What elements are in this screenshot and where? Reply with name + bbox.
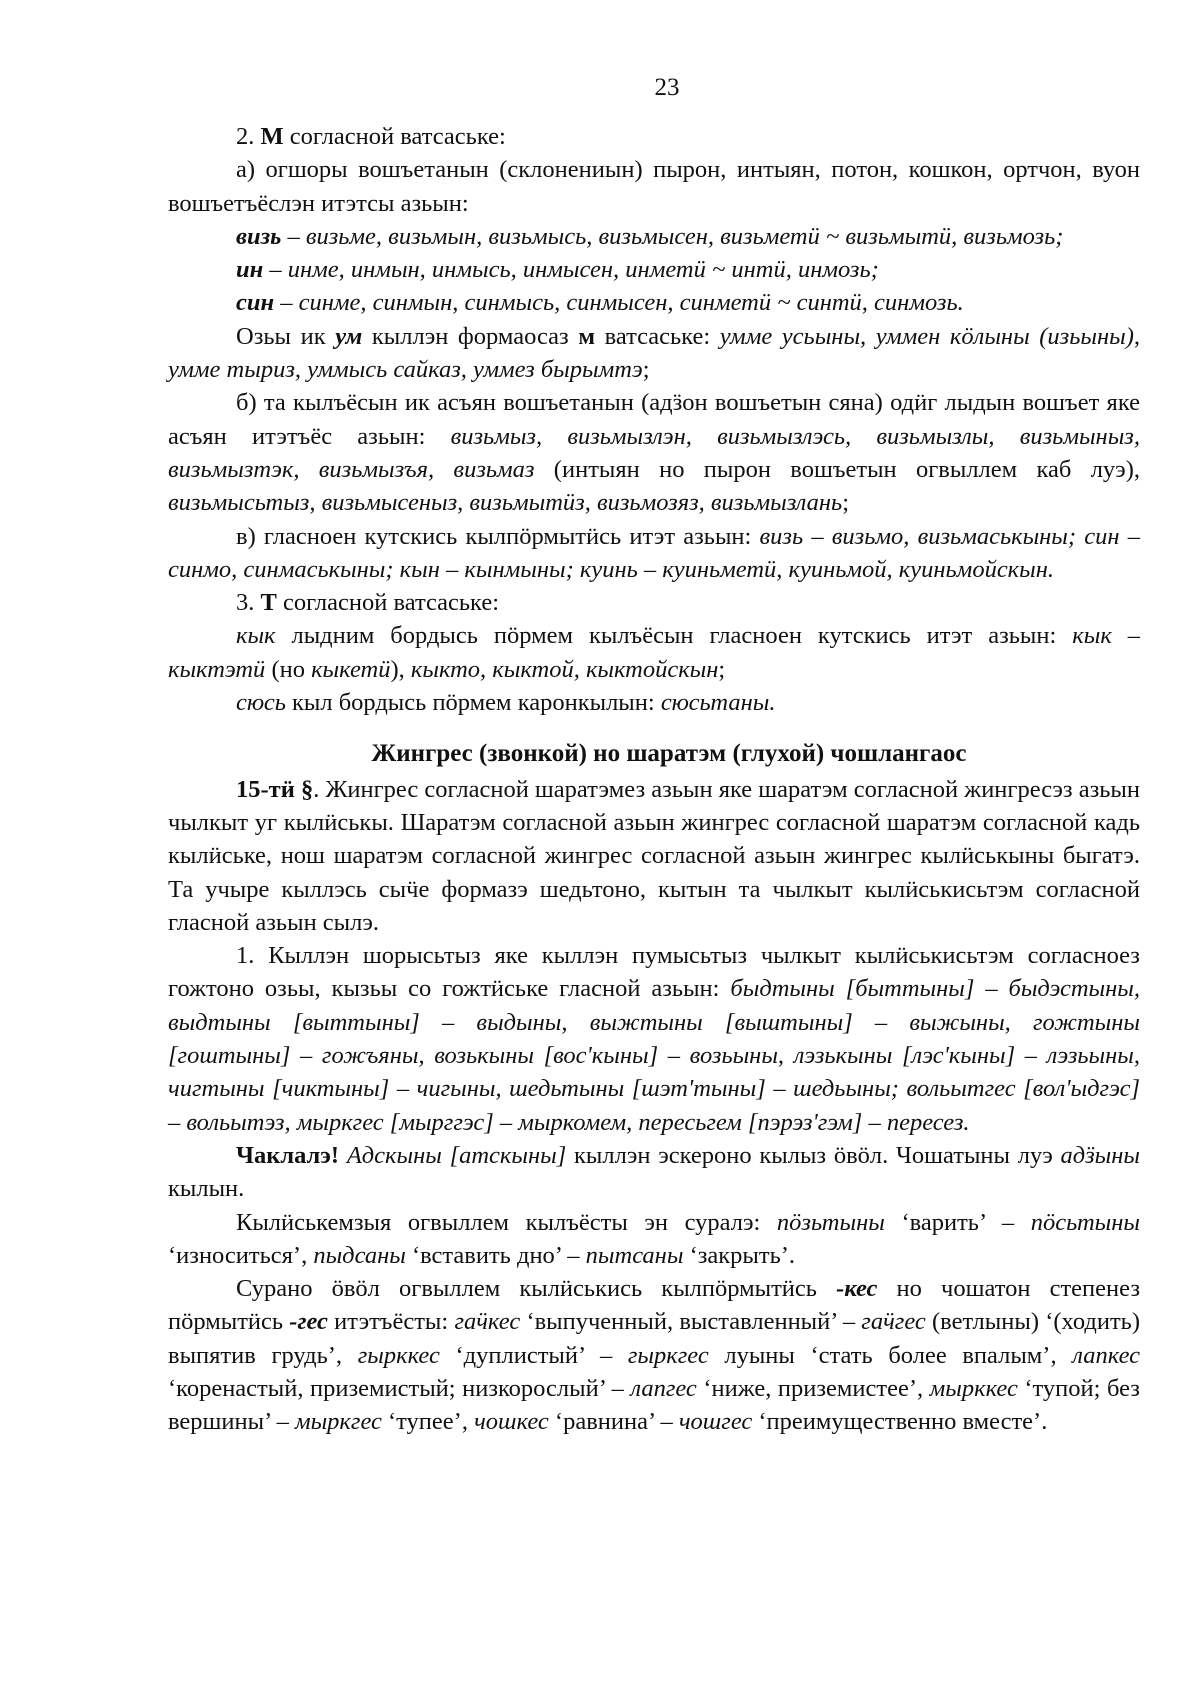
paragraphs-bottom: [168, 773, 1140, 1439]
text-run: адӟыны: [1060, 1141, 1140, 1169]
paragraph: [168, 286, 1140, 319]
text-run: пытсаны: [585, 1241, 684, 1269]
text-run: пӧзьтыны: [776, 1208, 885, 1236]
paragraph: [168, 120, 1140, 153]
text-run: – визьме, визьмын, визьмысь, визьмысен, визьметӥ ~ визьмытӥ, визьмозь;: [281, 222, 1064, 250]
paragraph: [168, 253, 1140, 286]
text-run: м: [578, 322, 596, 350]
text-run: ‘тупой; без вершины’ –: [168, 1374, 1140, 1436]
text-run: визь: [236, 222, 282, 250]
text-run: кыллэн эскероно кылыз ӧвӧл. Чошатыны луэ: [566, 1141, 1061, 1169]
text-run: в) гласноен кутскись кылпӧрмытӥсь итэт азьын:: [236, 522, 760, 550]
text-run: ),: [390, 655, 411, 683]
text-run: сюсьтаны.: [660, 689, 776, 717]
text-run: ;: [718, 655, 726, 683]
text-run: мырккес: [929, 1374, 1018, 1402]
text-run: кык: [236, 622, 276, 650]
text-run: гыркгес: [627, 1341, 709, 1369]
text-run: быдтыны [быттыны] – быдэстыны, выдтыны [выттыны] – выдыны, выжтыны [выштыны] – выжыны, гожтыны [гоштыны] – гожъяны, возькыны [вос'кыны] – возьыны, лэзькыны [лэс'кыны] – лэзьыны, чигтыны [чиктыны] – чигыны, шедьтыны [шэт'тыны] – шедьыны; вольытгес [вол'ыдгэс] – вольытэз, мыркгес [мырггэс] – мыркомем, пересьгем [пэрэз'гэм] – пересез.: [168, 975, 1140, 1136]
text-run: гаӵгес: [861, 1308, 926, 1336]
text-run: (но: [265, 655, 312, 683]
text-run: 3.: [236, 589, 261, 617]
text-run: ‘износиться’,: [168, 1241, 314, 1269]
text-run: лыдним бордысь пӧрмем кылъёсын гласноен кутскись итэт азьын:: [275, 622, 1073, 650]
text-run: Адскыны [атскыны]: [346, 1141, 567, 1169]
text-run: -гес: [289, 1308, 328, 1336]
text-run: – синме, синмын, синмысь, синмысен, синметӥ ~ синтӥ, синмозь.: [274, 289, 964, 317]
paragraph: [168, 773, 1140, 939]
text-run: гаӵкес: [454, 1308, 521, 1336]
text-run: син: [236, 289, 275, 317]
text-run: . Жингрес согласной шаратэмез азьын яке шаратэм согласной жингресэз азьын чылкыт уг кылӥськы. Шаратэм согласной азьын жингрес согласной шаратэм согласной кадь кылӥське, нош шаратэм согласной жингрес согласной азьын жингрес кылӥськыны быгатэ. Та учыре кыллэсь сыӵе формазэ шедьтоно, кытын та чылкыт кылӥськисьтэм согласной гласной азьын сылэ.: [168, 775, 1140, 936]
text-run: мыркгес: [294, 1408, 382, 1436]
text-run: – инме, инмын, инмысь, инмысен, инметӥ ~ интӥ, инмозь;: [263, 256, 879, 284]
paragraph: [168, 586, 1140, 619]
text-run: ватсаське:: [595, 322, 720, 350]
paragraph: [168, 153, 1140, 220]
paragraph: [168, 320, 1140, 387]
text-run: пӧсьтыны: [1030, 1208, 1140, 1236]
text-run: согласной ватсаське:: [283, 123, 506, 150]
text-run: лапгес: [630, 1374, 697, 1402]
text-run: лапкес: [1072, 1341, 1140, 1369]
text-run: ‘ниже, приземистее’,: [696, 1374, 930, 1402]
text-run: кылын.: [168, 1175, 245, 1203]
text-run: визь – визьмо, визьмаськыны; син – синмо, синмаськыны; кын – кынмыны; куинь – куиньметӥ, куиньмой, куиньмойскын.: [168, 522, 1140, 583]
text-run: Т: [260, 589, 277, 617]
paragraph: [168, 619, 1140, 686]
text-run: Кылӥськемзыя огвыллем кылъёсты эн суралэ:: [236, 1208, 777, 1236]
text-run: ;: [642, 356, 650, 384]
paragraph: [168, 939, 1140, 1139]
paragraphs-top: [168, 120, 1140, 719]
text-run: кыкто, кыктой, кыктойскын: [410, 655, 719, 683]
text-run: Сурано ӧвӧл огвыллем кылӥськись кылпӧрмытӥсь: [236, 1275, 837, 1303]
text-run: визьмыз, визьмызлэн, визьмызлэсь, визьмызлы, визьмыныз, визьмызтэк, визьмызъя, визьмаз: [168, 422, 1140, 483]
text-run: визьмысьтыз, визьмысеныз, визьмытӥз, визьмозяз, визьмызлань: [168, 489, 843, 517]
text-run: ‘равнина’ –: [548, 1408, 679, 1436]
text-body: [168, 120, 1140, 1439]
text-run: 2.: [236, 123, 261, 150]
text-run: ‘коренастый, приземистый; низкорослый’ –: [168, 1374, 631, 1402]
text-run: кыллэн формаосаз: [362, 322, 579, 350]
text-run: чошкес: [474, 1408, 549, 1436]
text-run: итэтъёсты:: [327, 1308, 455, 1336]
text-run: -кес: [836, 1275, 878, 1303]
text-run: сюсь: [236, 689, 286, 717]
text-run: кыл бордысь пӧрмем каронкылын:: [285, 689, 661, 717]
text-run: умме усьыны, уммен кӧлыны (изьыны), умме тыриз, уммысь сайказ, уммез бырымтэ: [168, 322, 1140, 384]
text-run: [339, 1142, 347, 1169]
text-run: Чаклалэ!: [236, 1141, 340, 1169]
text-run: пыдсаны: [313, 1241, 406, 1269]
text-run: ин: [236, 256, 264, 284]
paragraph: [168, 1272, 1140, 1438]
text-run: Озьы ик: [236, 322, 336, 350]
text-run: согласной ватсаське:: [276, 589, 500, 617]
text-run: ‘дуплистый’ –: [439, 1341, 628, 1369]
paragraph: [168, 220, 1140, 253]
text-run: ‘тупее’,: [381, 1408, 475, 1436]
text-run: 15-тӥ §: [236, 775, 314, 803]
text-run: (ветлыны) ‘(ходить) выпятив грудь’,: [168, 1308, 1140, 1369]
text-run: ‘преимущественно вместе’.: [752, 1408, 1048, 1436]
paragraph: [168, 686, 1140, 719]
text-run: чошгес: [678, 1408, 753, 1436]
text-run: М: [260, 123, 284, 150]
paragraph: [168, 386, 1140, 519]
text-run: кык – кыктэтӥ: [168, 622, 1140, 683]
text-run: б) та кылъёсын ик асъян вошъетанын (адӟон вошъетын сяна) одӥг лыдын вошъет яке асъян итэтъёс азьын:: [168, 389, 1140, 450]
text-run: гырккес: [357, 1341, 440, 1369]
text-run: кыкетӥ: [311, 655, 391, 683]
paragraph: [168, 1139, 1140, 1206]
text-run: ‘варить’ –: [884, 1208, 1031, 1236]
text-run: ‘закрыть’.: [683, 1241, 796, 1269]
paragraph: [168, 520, 1140, 587]
text-run: ;: [842, 489, 850, 517]
text-run: но чошатон степенез пӧрмытӥсь: [168, 1275, 1140, 1336]
text-run: ум: [335, 322, 363, 350]
section-title: Жингрес (звонкой) но шаратэм (глухой) чошлангаос: [371, 740, 967, 768]
text-run: ‘выпученный, выставленный’ –: [520, 1308, 862, 1336]
text-run: а) огшоры вошъетанын (склонениын) пырон, интыян, потон, кошкон, ортчон, вуон вошъетъёслэн итэтсы азьын:: [168, 156, 1140, 217]
text-run: 1. Кыллэн шорысьтыз яке кыллэн пумысьтыз чылкыт кылӥськисьтэм согласноез гожтоно озьы, кызьы со гожтӥське гласной азьын:: [168, 942, 1140, 1003]
text-run: луыны ‘стать более впалым’,: [708, 1341, 1073, 1369]
paragraph: [168, 1206, 1140, 1273]
text-run: (интыян но пырон вошъетын огвыллем каб луэ),: [534, 455, 1140, 483]
page-number: 23: [654, 74, 680, 101]
text-run: ‘вставить дно’ –: [405, 1241, 586, 1269]
